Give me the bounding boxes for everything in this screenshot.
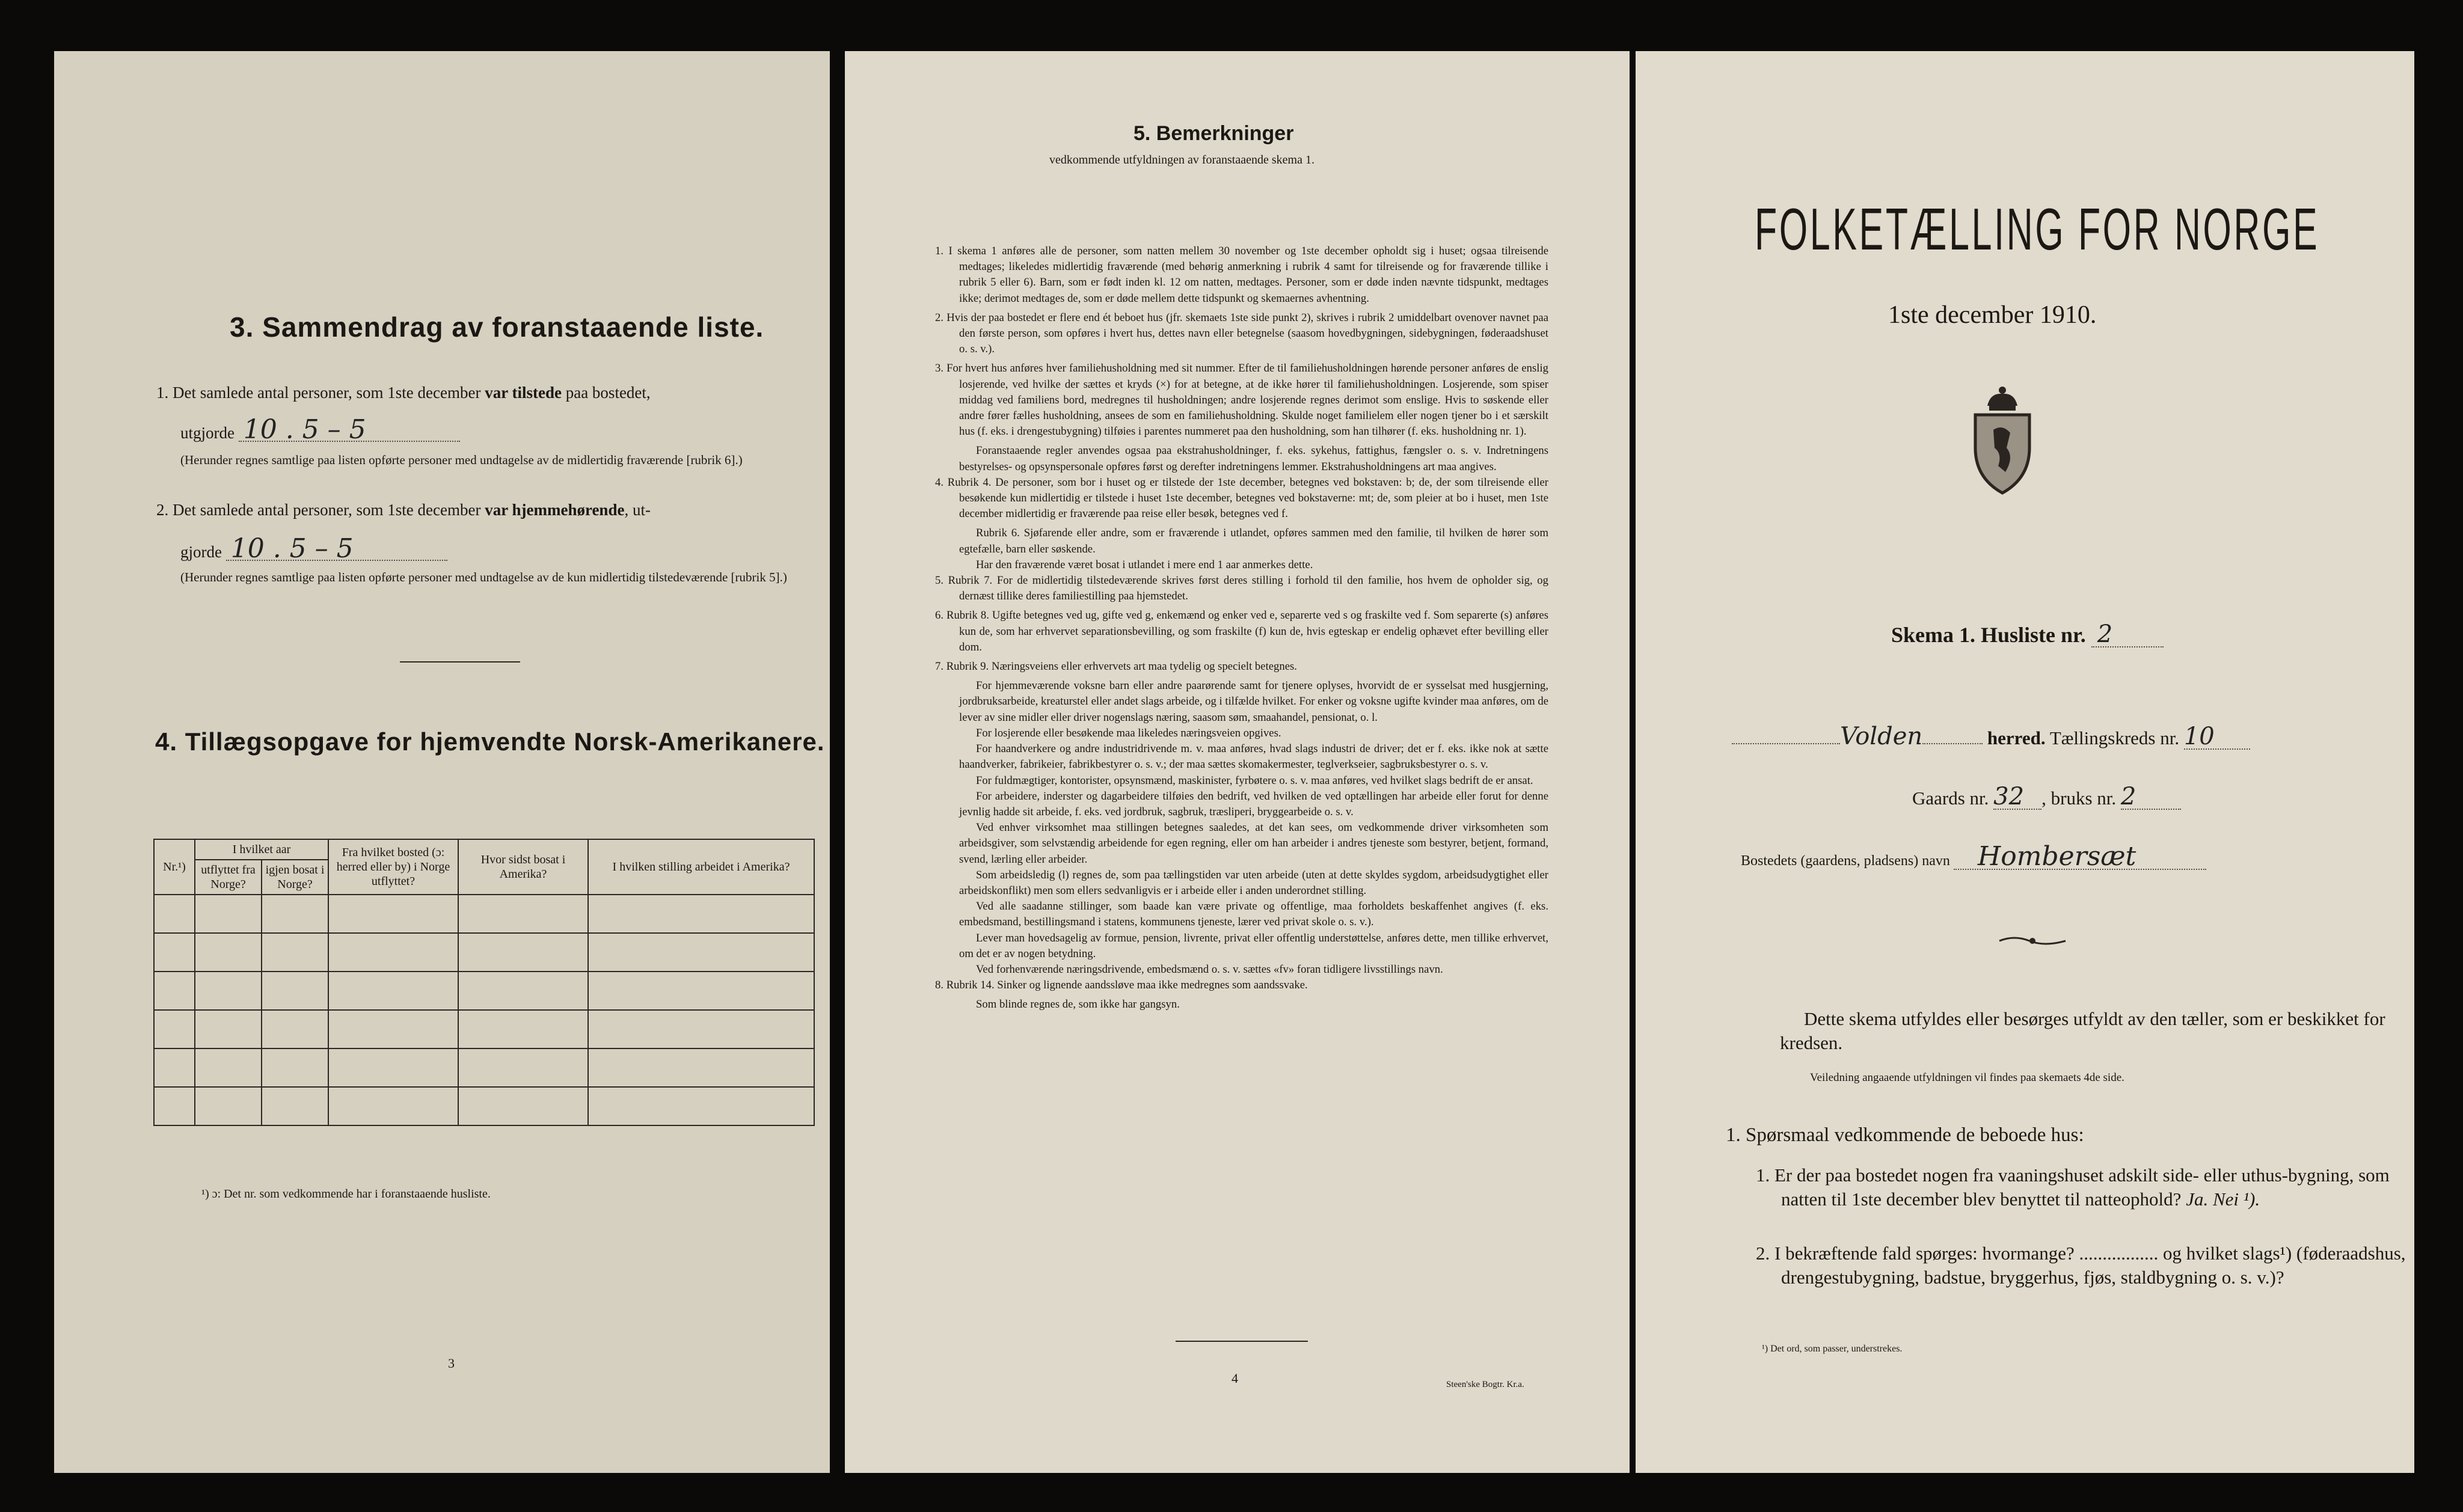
- remark-item: For losjerende eller besøkende maa likeledes næringsveien opgives.: [976, 726, 1281, 739]
- remark-item: Har den fraværende været bosat i utlandet i mere end 1 aar anmerkes dette.: [976, 558, 1313, 571]
- schema-label: Skema 1. Husliste nr. 2: [1891, 622, 2164, 647]
- remarks-list: [935, 243, 1548, 1013]
- remark-item: 5. Rubrik 7. For de midlertidig tilstedeværende skrives først deres stilling i forhold til den familie, hos hvem de opholder sig, og dernæst tillike deres familiestilling paa hjemstedet.: [935, 574, 1548, 603]
- remark-item: Ved forhenværende næringsdrivende, embedsmænd o. s. v. sættes «fv» foran tidligere livsstillings navn.: [976, 963, 1443, 976]
- section-4-title: 4. Tillægsopgave for hjemvendte Norsk-Amerikanere.: [155, 727, 825, 756]
- right-page: [1636, 51, 2414, 1473]
- divider: [1176, 1341, 1308, 1342]
- left-page: [54, 51, 830, 1473]
- remark-item: 6. Rubrik 8. Ugifte betegnes ved ug, gifte ved g, enkemænd og enker ved e, separerte ved s og fraskilte ved f. Som separerte (s) anføres kun de, som har erhvervet separationsbevilling, og som fraskilte (f) kun de, hvis egteskap er endelig ophævet efter bevilling eller dom.: [935, 609, 1548, 653]
- bosted-value: Hombersæt: [1954, 845, 2206, 870]
- col-nr: Nr.¹): [154, 839, 195, 895]
- gaards-value: 32: [1993, 785, 2041, 810]
- middle-page: [845, 51, 1630, 1473]
- remark-item: For fuldmægtiger, kontorister, opsynsmænd, maskinister, fyrbøtere o. s. v. maa anføres, ved hvilket slags bedrift de er ansat.: [976, 774, 1533, 787]
- tillegg-table: [153, 839, 815, 1126]
- question-1-1: 1. Er der paa bostedet nogen fra vaaningshuset adskilt side- eller uthus-bygning, som natten til 1ste december blev benyttet til natteophold? Ja. Nei ¹).: [1756, 1165, 2390, 1210]
- s3-item-1: 1. Det samlede antal personer, som 1ste december var tilstede paa bostedet,: [156, 384, 651, 402]
- section-3-title: 3. Sammendrag av foranstaaende liste.: [230, 311, 764, 343]
- remark-item: Som blinde regnes de, som ikke har gangsyn.: [976, 998, 1180, 1011]
- kreds-value: 10: [2184, 724, 2250, 750]
- table-row: [154, 972, 814, 1010]
- right-footnote: ¹) Det ord, som passer, understrekes.: [1762, 1344, 1903, 1354]
- col-igjen: igjen bosat i Norge?: [262, 860, 328, 895]
- table-row: [154, 1048, 814, 1087]
- remark-item: Ved alle saadanne stillinger, som baade kan være private og offentlige, maa forholdets beskaffenhet angives (f. eks. embedsmand, bestillingsmand i statens, kommunens tjeneste, lærer ved privat skole o. s. v.).: [959, 900, 1548, 929]
- remark-item: For haandverkere og andre industridrivende m. v. maa anføres, hvad slags industri de driver; det er f. eks. ikke nok at sætte haandverker, fabrikeier, fabrikbestyrer o. s. v.; der maa sættes skomakermester, teglverkseier, sagbruksbestyrer o. s. v.: [959, 742, 1548, 771]
- bosted-line: Bostedets (gaardens, pladsens) navn Hombersæt: [1741, 845, 2206, 873]
- table-row: [154, 1010, 814, 1048]
- bruks-value: 2: [2121, 785, 2181, 810]
- s3-item-2: 2. Det samlede antal personer, som 1ste december var hjemmehørende, ut-: [156, 501, 651, 519]
- section-5-subtitle: vedkommende utfyldningen av foranstaaende skema 1.: [1049, 153, 1314, 167]
- s3-item-2-line2: gjorde 10 . 5 – 5: [180, 538, 447, 563]
- ornament-icon: [1996, 932, 2069, 950]
- remark-item: Rubrik 6. Sjøfarende eller andre, som er fraværende i utlandet, opføres sammen med den familie, til hvilken de hører som egtefælle, barn eller søskende.: [959, 527, 1548, 556]
- husliste-nr-value: 2: [2091, 622, 2164, 647]
- remark-item: 7. Rubrik 9. Næringsveiens eller erhvervets art maa tydelig og specielt betegnes.: [935, 660, 1297, 673]
- remark-item: 3. For hvert hus anføres hver familiehusholdning med sit nummer. Efter de til familiehusholdningen hørende personer anføres de enslig losjerende, ved hvilke der sættes et kryds (×) for at betegne, at de ikke hører til familiehusholdningen. Losjerende, som spiser middag ved familiens bord, medregnes til husholdningen; andre losjerende regnes derimot som enslige. Hvis to søskende eller andre fører fælles husholdning, ansees de som en familiehusholdning. Skulde noget familielem eller nogen tjener bo i et særskilt hus (f. eks. i drengestubygning) tilføies i parentes nummeret paa den husholdning, som han tilhører (f. eks. husholdning nr. 1).: [935, 362, 1548, 438]
- remark-item: Foranstaaende regler anvendes ogsaa paa ekstrahusholdninger, f. eks. sykehus, fattighus, fængsler o. s. v. Indretningens bestyrelses- og opsynspersonale opføres først og derefter indretningens lemmer. Ekstrahusholdningens art maa angives.: [959, 444, 1548, 473]
- remark-item: Lever man hovedsagelig av formue, pension, livrente, privat eller offentlig understøttelse, anføres dette, men tillike erhvervet, om det er av nogen betydning.: [959, 931, 1548, 960]
- page-number: 3: [448, 1356, 455, 1371]
- s3-item-2-note: (Herunder regnes samtlige paa listen opførte personer med undtagelse av de kun midlertidig tilstedeværende [rubrik 5].): [180, 570, 787, 584]
- remark-item: 1. I skema 1 anføres alle de personer, som natten mellem 30 november og 1ste december opholdt sig i huset; ogsaa tilreisende medtages; likeledes midlertidig fraværende (med behørig anmerkning i rubrik 4 samt for tilreisende og for fraværende tillike i rubrik 5 eller 6). Barn, som er født inden kl. 12 om natten, medtages. Personer, som er døde inden nævnte tidspunkt, medtages ikke; derimot medtages de, som er døde mellem dette tidspunkt og skemaernes avhentning.: [935, 245, 1548, 305]
- col-hvor-bosat: Hvor sidst bosat i Amerika?: [458, 839, 588, 895]
- intro-note: Veiledning angaaende utfyldningen vil findes paa skemaets 4de side.: [1810, 1071, 2124, 1084]
- question-1-2: 2. I bekræftende fald spørges: hvormange? ................. og hvilket slags¹) (føderaadshus, drengestubygning, badstue, bryggerhus, fjøs, staldbygning o. s. v.)?: [1756, 1243, 2406, 1288]
- divider: [400, 661, 520, 663]
- table-row: [154, 1087, 814, 1125]
- herred-value: Volden: [1840, 723, 1923, 750]
- s3-item-1-value: 10 . 5 – 5: [239, 419, 460, 442]
- remark-item: For hjemmeværende voksne barn eller andre paarørende samt for tjenere oplyses, hvorvidt de er sysselsat med husgjerning, jordbruksarbeide, kreaturstel eller andet slags arbeide, og i tilfælde hvilket. For enker og voksne ugifte kvinder maa anføres, om de lever av sine midler eller driver nogenslags næring, saasom søm, smaahandel, pensionat, o. l.: [959, 679, 1548, 724]
- gaards-line: Gaards nr. 32 , bruks nr. 2: [1912, 785, 2181, 810]
- remark-item: 8. Rubrik 14. Sinker og lignende aandssløve maa ikke medregnes som aandssvake.: [935, 979, 1308, 992]
- remark-item: Som arbeidsledig (l) regnes de, som paa tællingstiden var uten arbeide (uten at dette skyldes sygdom, arbeidsudygtighet eller arbeidskonflikt) men som ellers sedvanligvis er i arbeide eller i anden underordnet stilling.: [959, 868, 1548, 897]
- table-footnote: ¹) ɔ: Det nr. som vedkommende har i foranstaaende husliste.: [201, 1187, 491, 1201]
- col-utflyttet: utflyttet fra Norge?: [195, 860, 262, 895]
- document-title: FOLKETÆLLING FOR NORGE: [1755, 196, 2320, 262]
- col-fra-bosted: Fra hvilket bosted (ɔ: herred eller by) i Norge utflyttet?: [328, 839, 458, 895]
- remark-item: 2. Hvis der paa bostedet er flere end ét beboet hus (jfr. skemaets 1ste side punkt 2), skrives i rubrik 2 umiddelbart ovenover navnet paa den første person, som opføres i hvert hus, dettes navn eller betegnelse (saasom hovedbygningen, sidebygningen, føderaadshuset o. s. v.).: [935, 311, 1548, 356]
- s3-item-1-line2: utgjorde 10 . 5 – 5: [180, 419, 460, 444]
- col-stilling: I hvilken stilling arbeidet i Amerika?: [588, 839, 814, 895]
- intro-text: Dette skema utfyldes eller besørges utfyldt av den tæller, som er beskikket for kredsen.: [1780, 1008, 2385, 1053]
- herred-line: Volden herred. Tællingskreds nr. 10: [1732, 724, 2399, 750]
- table-row: [154, 933, 814, 972]
- section-5-title: 5. Bemerkninger: [1133, 122, 1294, 145]
- s3-item-1-note: (Herunder regnes samtlige paa listen opførte personer med undtagelse av de midlertidig fraværende [rubrik 6].): [180, 453, 743, 467]
- remark-item: Ved enhver virksomhet maa stillingen betegnes saaledes, at det kan sees, om vedkommende driver virksomheten som arbeidsgiver, som selvstændig arbeidende for egen regning, eller om han arbeider i andres tjeneste som bestyrer, betjent, formand, svend, lærling eller arbeider.: [959, 821, 1548, 866]
- remark-item: For arbeidere, inderster og dagarbeidere tilføies den bedrift, ved hvilken de ved optællingen har arbeide eller forut for denne jevnlig hadde sit arbeide, f. eks. ved jordbruk, sagbruk, træsliperi, bryggearbeide o. s. v.: [959, 789, 1548, 818]
- question-1-title: 1. Spørsmaal vedkommende de beboede hus:: [1726, 1124, 2084, 1146]
- page-number: 4: [1232, 1371, 1238, 1386]
- col-group-year: I hvilket aar: [195, 839, 328, 860]
- census-date: 1ste december 1910.: [1888, 301, 2097, 329]
- remark-item: 4. Rubrik 4. De personer, som bor i huset og er tilstede der 1ste december, betegnes ved bokstaven: b; de, der som tilreisende eller besøkende kun midlertidig er tilstede i huset 1ste december, betegnes ved bokstaverne: mt; de, som pleier at bo i huset, men 1ste december midlertidig er fraværende paa reise eller besøk, betegnes ved f.: [935, 476, 1548, 521]
- norway-coat-of-arms-icon: [1969, 376, 2035, 496]
- printer-imprint: Steen'ske Bogtr. Kr.a.: [1446, 1380, 1524, 1389]
- table-row: [154, 895, 814, 933]
- s3-item-2-value: 10 . 5 – 5: [226, 538, 447, 561]
